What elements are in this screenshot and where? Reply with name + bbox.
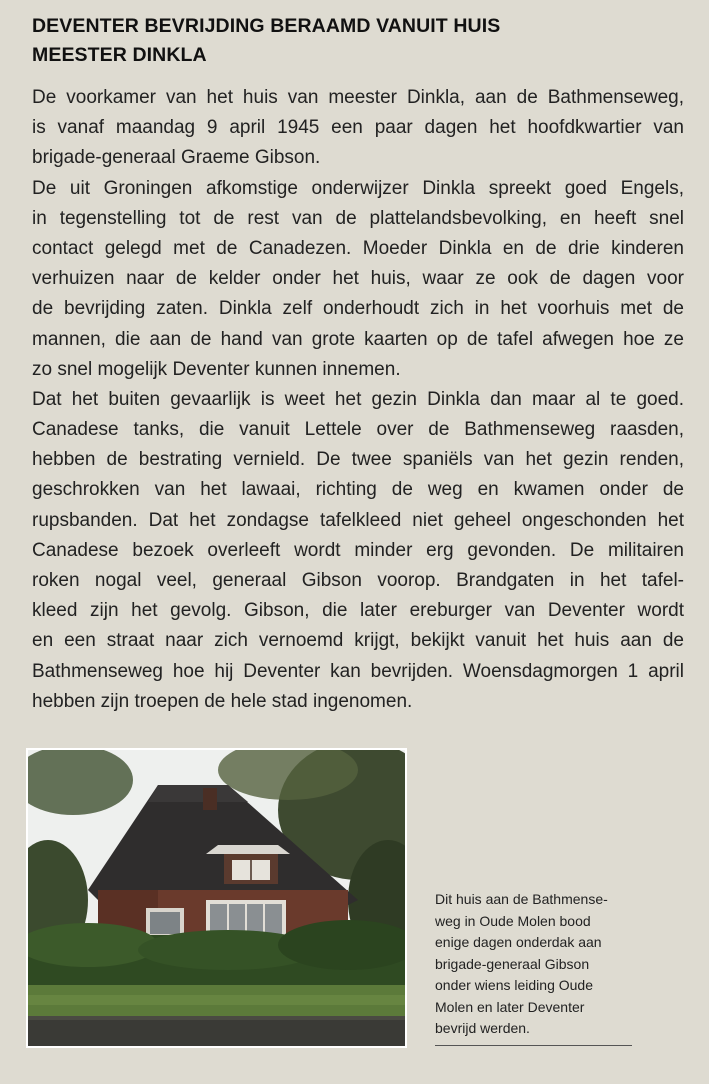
body-line: in tegenstelling tot de rest van de plattelandsbevolking, en heeft snel bbox=[32, 207, 684, 229]
body-line: geschrokken van het lawaai, richting de weg en kwamen onder de bbox=[32, 479, 684, 501]
photo-caption bbox=[435, 889, 635, 1040]
house-photo-illustration bbox=[28, 750, 405, 1046]
body-line: contact gelegd met de Canadezen. Moeder Dinkla en de drie kinderen bbox=[32, 237, 684, 259]
house-photo bbox=[26, 748, 407, 1048]
body-line: rupsbanden. Dat het zondagse tafelkleed niet geheel ongeschonden het bbox=[32, 509, 684, 531]
body-line: roken nogal veel, generaal Gibson voorop. Brandgaten in het tafel- bbox=[32, 570, 684, 591]
body-line: de bevrijding zaten. Dinkla zelf onderhoudt zich in het voorhuis met de bbox=[32, 298, 684, 320]
article-title bbox=[32, 12, 632, 70]
body-line: brigade-generaal Graeme Gibson. bbox=[32, 147, 321, 169]
body-line: mannen, die aan de hand van grote kaarten op de tafel afwegen hoe ze bbox=[32, 328, 684, 350]
caption-line: enige dagen onderdak aan bbox=[435, 934, 602, 950]
body-line: kleed zijn het gevolg. Gibson, die later ereburger van Deventer wordt bbox=[32, 600, 684, 622]
body-line: hebben de bestrating vernield. De twee spaniëls van het gezin renden, bbox=[32, 449, 684, 471]
caption-divider bbox=[435, 1045, 632, 1046]
article-body bbox=[32, 83, 684, 717]
title-line: DEVENTER BEVRIJDING BERAAMD VANUIT HUIS bbox=[32, 15, 501, 37]
body-line: zo snel mogelijk Deventer kunnen innemen. bbox=[32, 358, 401, 380]
body-line: Bathmenseweg hoe hij Deventer kan bevrijden. Woensdagmorgen 1 april bbox=[32, 660, 684, 682]
body-line: Canadese bezoek overleeft wordt minder erg gevonden. De militairen bbox=[32, 539, 684, 561]
caption-line: Dit huis aan de Bathmense- bbox=[435, 891, 608, 907]
body-line: De voorkamer van het huis van meester Dinkla, aan de Bathmenseweg, bbox=[32, 87, 684, 108]
caption-line: weg in Oude Molen bood bbox=[435, 912, 591, 929]
body-line: en een straat naar zich vernoemd krijgt, bekijkt vanuit het huis aan de bbox=[32, 630, 684, 652]
body-line: Dat het buiten gevaarlijk is weet het gezin Dinkla dan maar al te goed. bbox=[32, 388, 684, 410]
body-line: verhuizen naar de kelder onder het huis, waar ze ook de dagen voor bbox=[32, 268, 684, 290]
body-line: Canadese tanks, die vanuit Lettele over de Bathmenseweg raasden, bbox=[32, 419, 684, 441]
caption-line: bevrijd werden. bbox=[435, 1020, 530, 1036]
title-line: MEESTER DINKLA bbox=[32, 44, 207, 66]
caption-line: brigade-generaal Gibson bbox=[435, 955, 590, 972]
caption-line: onder wiens leiding Oude bbox=[435, 977, 593, 993]
caption-line: Molen en later Deventer bbox=[435, 998, 585, 1015]
body-line: De uit Groningen afkomstige onderwijzer Dinkla spreekt goed Engels, bbox=[32, 177, 684, 199]
body-line: hebben zijn troepen de hele stad ingenomen. bbox=[32, 690, 413, 712]
body-line: is vanaf maandag 9 april 1945 een paar dagen het hoofdkwartier van bbox=[32, 117, 684, 139]
